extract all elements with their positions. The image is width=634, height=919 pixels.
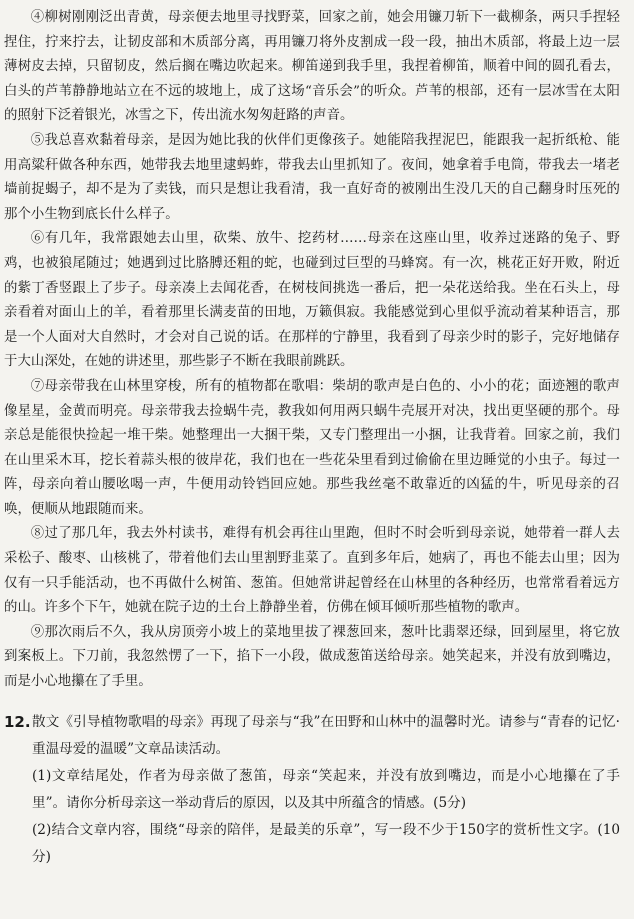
question-header <box>4 709 620 763</box>
paragraph-7: ⑦母亲带我在山林里穿梭，所有的植物都在歌唱：柴胡的歌声是白色的、小小的花；面迹翘的歌声像星星，金黄而明亮。母亲带我去捡蜗牛壳，教我如何用两只蜗牛壳展开对决，找出更坚硬的那个。母亲总是能很快捡起一堆干柴。她整理出一大捆干柴，又专门整理出一小捆，让我背着。回家之前，我们在山里采木耳，挖长着蒜头根的彼岸花，我们也在一些花朵里看到过偷偷在里边睡觉的小虫子。每过一阵，母亲向着山腰吆喝一声，牛便用动铃铛回应她。那些我丝毫不敢靠近的凶猛的牛，听见母亲的召唤，便顺从地跟随而来。 <box>4 378 620 517</box>
paragraph-6: ⑥有几年，我常跟她去山里，砍柴、放牛、挖药材……母亲在这座山里，收养过迷路的兔子、野鸡，也被狼尾随过；她遇到过比胳膊还粗的蛇，也碰到过巨型的马蜂窝。有一次，桃花正好开败，附近的紫丁香竖跟上了步子。母亲凑上去闻花香，在树枝间挑选一番后，把一朵花送给我。坐在石头上，母亲看着对面山上的羊，看着那里长满麦苗的田地，万籁俱寂。我能感觉到心里似乎流动着某种语言，那是一个人面对大自然时，才会对自己说的话。在那样的宁静里，我看到了母亲少时的影子，完好地储存于大山深处，在她的讲述里，那些影子不断在我眼前跳跃。 <box>4 231 620 370</box>
paragraph-9: ⑨那次雨后不久，我从房顶旁小坡上的菜地里拔了裸葱回来，葱叶比翡翠还绿，回到屋里，将它放到案板上。下刀前，我忽然愣了一下，掐下一小段，做成葱笛送给母亲。她笑起来，并没有放到嘴边，而是小心地攥在了手里。 <box>4 624 620 690</box>
question-stem: 散文《引导植物歌唱的母亲》再现了母亲与“我”在田野和山林中的温馨时光。请参与“青春的记忆·重温母爱的温暖”文章品读活动。 <box>32 713 620 757</box>
question-12 <box>4 709 620 871</box>
reading-passage <box>4 6 620 695</box>
sub-question-2: (2)结合文章内容，围绕“母亲的陪伴，是最美的乐章”，写一段不少于150字的赏析性文字。(10分) <box>32 821 620 865</box>
paragraph-5: ⑤我总喜欢黏着母亲，是因为她比我的伙伴们更像孩子。她能陪我捏泥巴，能跟我一起折纸枪、能用高粱秆做各种东西，她带我去地里逮蚂蚱，带我去山里抓知了。夜间，她拿着手电筒，带我去一堵老墙前捉蝎子，却不是为了卖钱，而只是想让我看清，我一直好奇的被刚出生没几天的自己翻身时压死的那个小生物到底长什么样子。 <box>4 132 620 222</box>
paragraph-4: ④柳树刚刚泛出青黄，母亲便去地里寻找野菜，回家之前，她会用镰刀斩下一截柳条，两只手捏轻捏住，拧来拧去，让韧皮部和木质部分离，再用镰刀将外皮割成一段一段，抽出木质部，将最上边一层薄树皮去掉，只留韧皮，然后搁在嘴边吹起来。柳笛递到我手里，我捏着柳笛，顺着中间的圆孔看去，白头的芦苇静静地站立在不远的坡地上，成了这场“音乐会”的听众。芦苇的根部，还有一层冰雪在太阳的照射下泛着银光，冰雪之下，传出流水匆匆赶路的声音。 <box>4 10 620 124</box>
paragraph-8: ⑧过了那几年，我去外村读书，难得有机会再往山里跑，但时不时会听到母亲说，她带着一群人去采松子、酸枣、山核桃了，带着他们去山里割野韭菜了。直到多年后，她病了，再也不能去山里；因为仅有一只手能活动，也不再做什么树笛、葱笛。但她常讲起曾经在山林里的各种经历，也常常看着远方的山。许多个下午，她就在院子边的土台上静静坐着，仿佛在倾耳倾听那些植物的歌声。 <box>4 526 620 616</box>
sub-question-1: (1)文章结尾处，作者为母亲做了葱笛，母亲“笑起来，并没有放到嘴边，而是小心地攥在了手里”。请你分析母亲这一举动背后的原因，以及其中所蕴含的情感。(5分) <box>32 767 620 811</box>
question-number: 12. <box>4 712 31 731</box>
